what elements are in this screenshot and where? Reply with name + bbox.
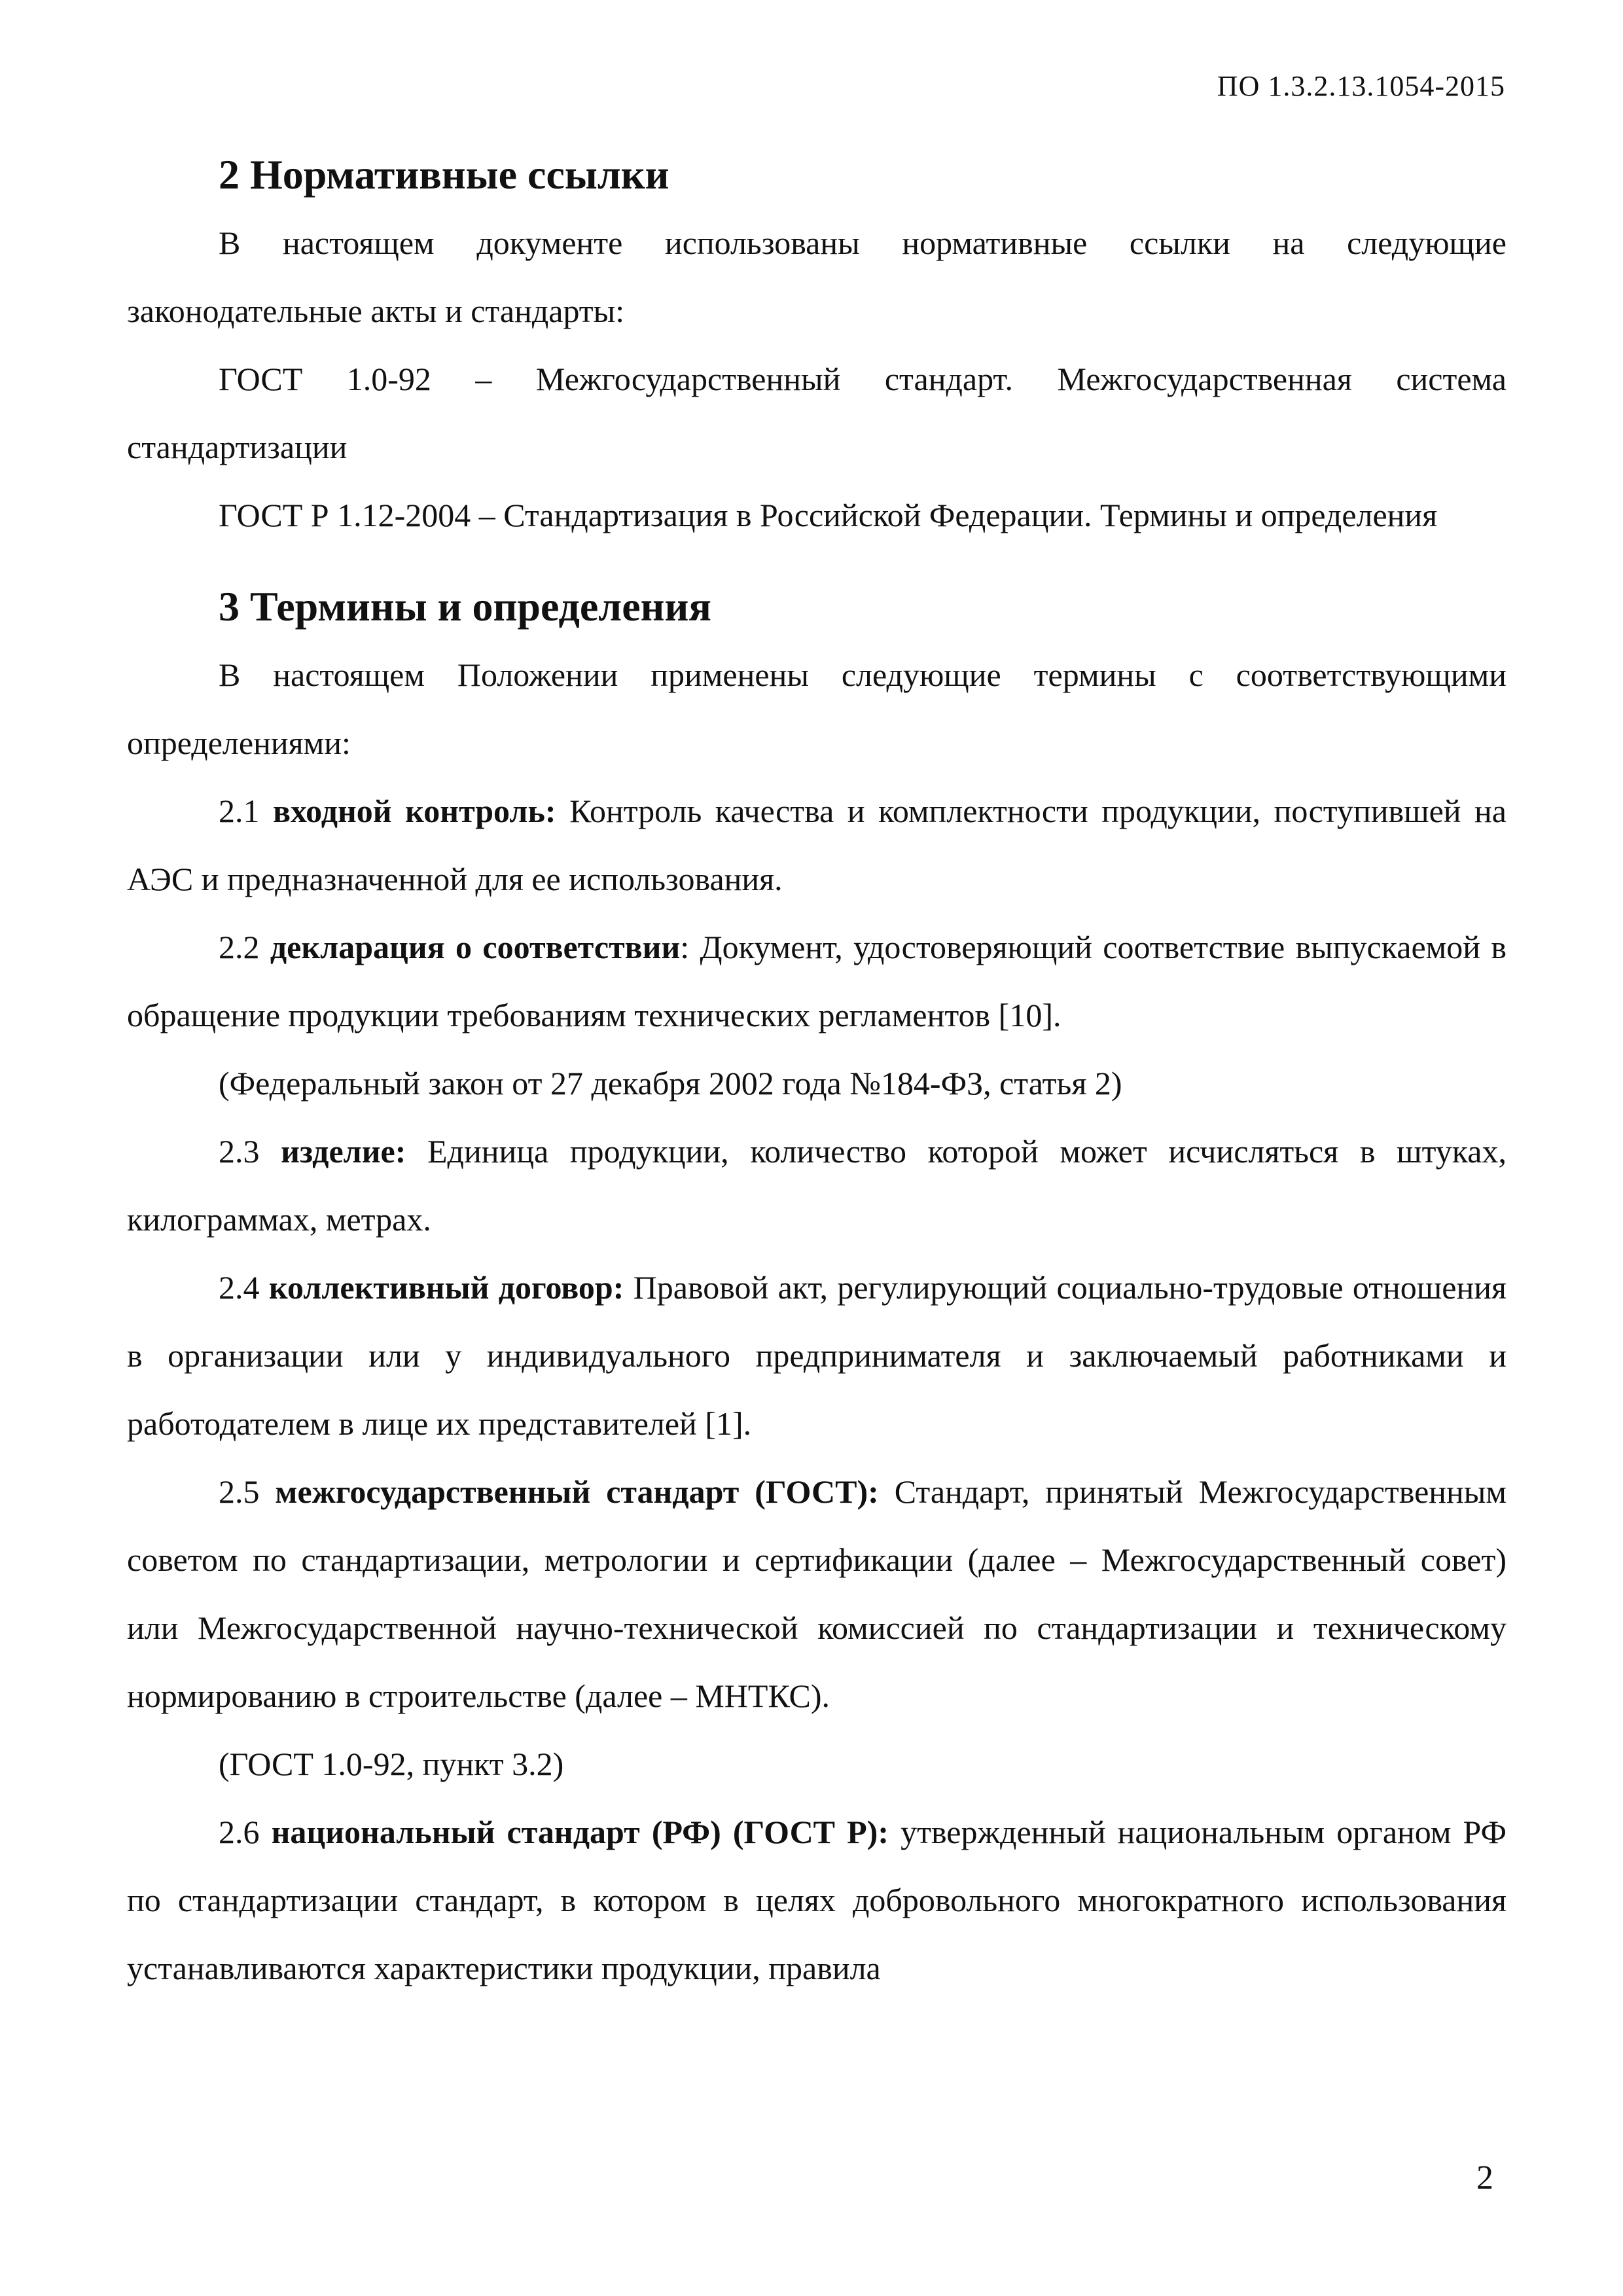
term-definition — [127, 777, 1507, 913]
normative-reference: ГОСТ 1.0-92 – Межгосударственный стандарт. Межгосударственная система стандартизации — [127, 361, 1507, 465]
section-3-heading: 3 Термины и определения — [219, 583, 711, 630]
page-number: 2 — [1476, 2159, 1493, 2197]
term-source: (ГОСТ 1.0-92, пункт 3.2) — [219, 1746, 564, 1782]
term-definition — [127, 1117, 1507, 1253]
term-name: национальный стандарт (РФ) (ГОСТ Р): — [271, 1814, 889, 1850]
term-text: Единица продукции, количество которой может исчисляться в штуках, килограммах, метрах. — [127, 1133, 1507, 1238]
term-number: 2.3 — [219, 1133, 260, 1170]
term-number: 2.1 — [219, 793, 260, 829]
term-text: Стандарт, принятый Межгосударственным советом по стандартизации, метрологии и сертификации (далее – Межгосударственный совет) или Межгосударственной научно-технической комиссией по стандартизации и техническому нормированию в строительстве (далее – МНТКС). — [127, 1473, 1507, 1714]
term-definition — [127, 1253, 1507, 1458]
normative-reference: ГОСТ Р 1.12-2004 – Стандартизация в Российской Федерации. Термины и определения — [219, 497, 1438, 533]
term-text: : Документ, удостоверяющий соответствие выпускаемой в обращение продукции требованиям технических регламентов [10]. — [127, 929, 1507, 1033]
term-name: коллективный договор: — [268, 1269, 624, 1306]
section-2-intro: В настоящем документе использованы нормативные ссылки на следующие законодательные акты и стандарты: — [127, 224, 1507, 329]
term-number: 2.6 — [219, 1814, 260, 1850]
term-definition — [127, 913, 1507, 1049]
term-number: 2.4 — [219, 1269, 260, 1306]
term-number: 2.5 — [219, 1473, 260, 1510]
term-text: Контроль качества и комплектности продукции, поступившей на АЭС и предназначенной для ее использования. — [127, 793, 1507, 897]
term-text: утвержденный национальным органом РФ по стандартизации стандарт, в котором в целях добровольного многократного использования устанавливаются характеристики продукции, правила — [127, 1814, 1507, 1986]
document-code: ПО 1.3.2.13.1054-2015 — [1217, 70, 1505, 102]
page-content — [127, 141, 1507, 2002]
term-name: входной контроль: — [273, 793, 556, 829]
section-3-intro: В настоящем Положении применены следующие термины с соответствующими определениями: — [127, 656, 1507, 761]
term-definition — [127, 1798, 1507, 2002]
term-name: декларация о соответствии — [270, 929, 681, 965]
term-definition — [127, 1458, 1507, 1730]
term-text: Правовой акт, регулирующий социально-трудовые отношения в организации или у индивидуального предпринимателя и заключаемый работниками и работодателем в лице их представителей [1]. — [127, 1269, 1507, 1442]
term-source: (Федеральный закон от 27 декабря 2002 года №184-ФЗ, статья 2) — [219, 1065, 1122, 1102]
section-2-heading: 2 Нормативные ссылки — [219, 151, 669, 198]
term-name: изделие: — [281, 1133, 406, 1170]
term-number: 2.2 — [219, 929, 260, 965]
term-name: межгосударственный стандарт (ГОСТ): — [275, 1473, 879, 1510]
